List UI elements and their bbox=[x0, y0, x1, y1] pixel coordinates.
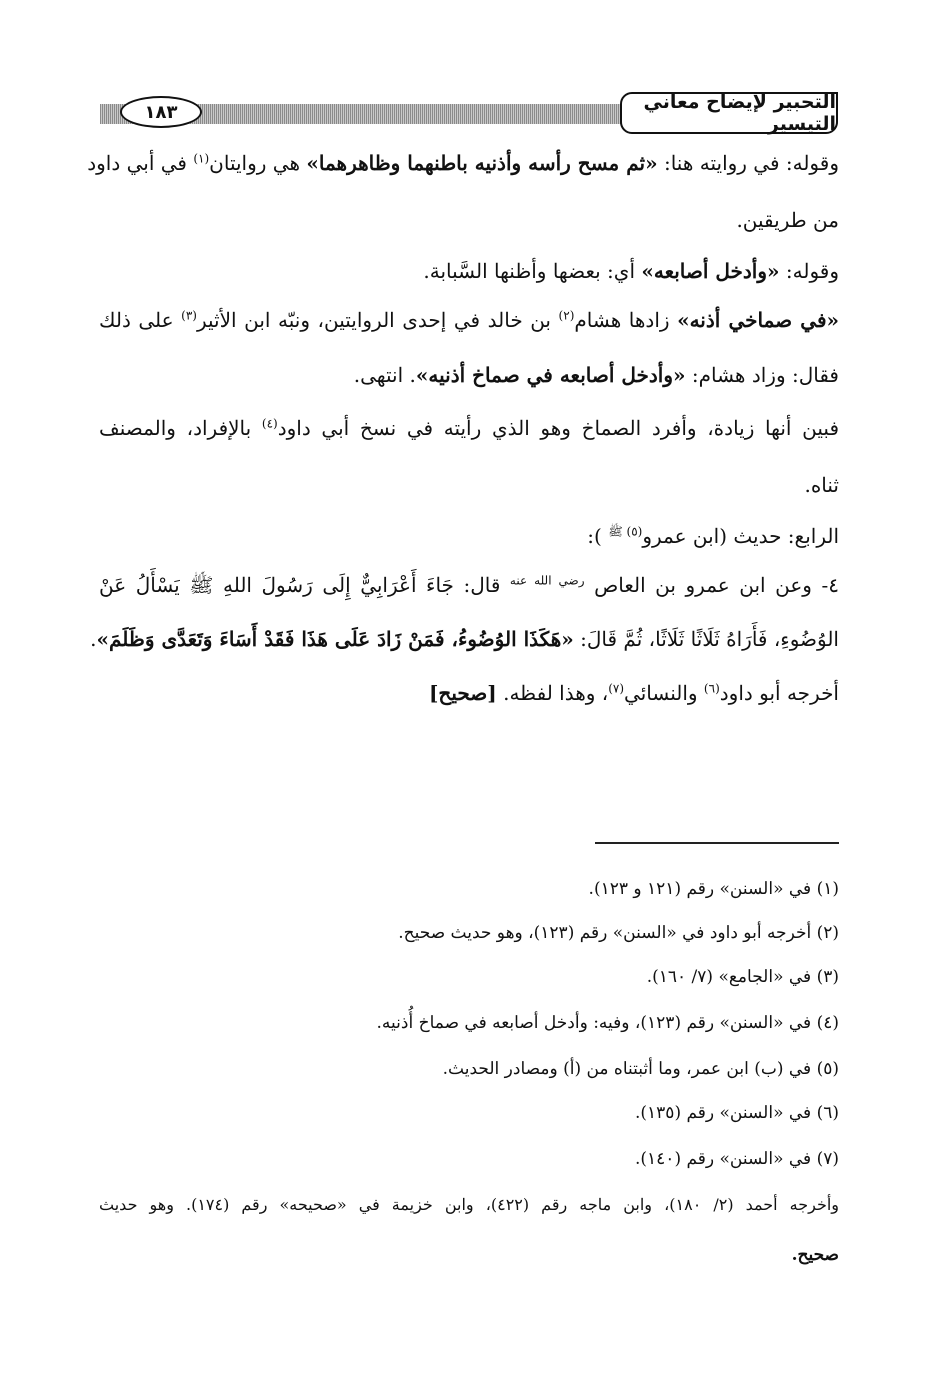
footnote-ref: (٤) bbox=[261, 416, 278, 431]
hadith-line-1: ٤- وعن ابن عمرو بن العاص $^{رضي الله عنه}$ قال: جَاءَ أَعْرَابِيٌّ إِلَى رَسُولَ اللهِ ﷺ يَسْأَلُ عَنْ bbox=[99, 573, 840, 597]
body-line-5: فقال: وزاد هشام: «وأدخل أصابعه في صماخ أذنيه». انتهى. bbox=[353, 363, 839, 387]
footnote-4: (٤) في «السنن» رقم (١٢٣)، وفيه: وأدخل أصابعه في صماخ أُذنيه. bbox=[376, 1013, 839, 1033]
footnote-7: (٧) في «السنن» رقم (١٤٠). bbox=[634, 1149, 839, 1169]
footnote-ref: (٥) bbox=[626, 524, 643, 539]
footnote-ref: (٢) bbox=[558, 308, 575, 323]
page-number: ١٨٣ bbox=[120, 96, 202, 128]
hadith-line-2: الوُضُوءِ، فَأَرَاهُ ثَلَاثًا ثَلَاثًا، ثُمَّ قَالَ: «هَكَذَا الوُضُوءُ، فَمَنْ زَادَ عَلَى هَذَا فَقَدْ أَسَاءَ وَتَعَدَّى وَظَلَمَ». bbox=[90, 627, 839, 651]
footnote-ref: (١) bbox=[193, 151, 210, 166]
footnote-separator bbox=[595, 842, 839, 844]
honorific-glyph: رضي الله عنه bbox=[509, 573, 585, 588]
footnote-ref: (٣) bbox=[181, 308, 197, 323]
grading-badge: [صحيح] bbox=[428, 681, 497, 705]
body-line-1: وقوله: في روايته هنا: «ثم مسح رأسه وأذنيه باطنهما وظاهرهما» هي روايتان$^{(١)}$ في أبي داود bbox=[87, 151, 839, 175]
footnote-ref: (٦) bbox=[703, 681, 720, 696]
footnote-1: (١) في «السنن» رقم (١٢١ و ١٢٣). bbox=[588, 879, 839, 899]
honorific-glyph: ﷺ bbox=[608, 524, 627, 539]
extra-note-line-2: صحيح. bbox=[791, 1245, 839, 1265]
footnote-2: (٢) أخرجه أبو داود في «السنن» رقم (١٢٣)، وهو حديث صحيح. bbox=[398, 923, 839, 943]
body-line-7: ثناه. bbox=[804, 473, 839, 497]
body-line-3: وقوله: «وأدخل أصابعه» أي: بعضها وأظنها السَّبابة. bbox=[423, 259, 839, 283]
body-line-4: «في صماخي أذنه» زادها هشام$^{(٢)}$ بن خالد في إحدى الروايتين، ونبّه ابن الأثير$^{(٣)}$ على ذلك bbox=[99, 308, 840, 332]
footnote-3: (٣) في «الجامع» (٧/ ١٦٠). bbox=[646, 967, 839, 987]
footnote-5: (٥) في (ب) ابن عمر، وما أثبتناه من (أ) ومصادر الحديث. bbox=[442, 1059, 839, 1079]
book-title: التحبير لإيضاح معاني التيسير bbox=[620, 92, 838, 134]
footnote-6: (٦) في «السنن» رقم (١٣٥). bbox=[634, 1103, 839, 1123]
page-header bbox=[100, 92, 838, 136]
body-line-6: فبين أنها زيادة، وأفرد الصماخ وهو الذي رأيته في نسخ أبي داود$^{(٤)}$ بالإفراد، والمصنف bbox=[99, 416, 840, 440]
body-line-2: من طريقين. bbox=[736, 208, 839, 232]
footnote-ref: (٧) bbox=[608, 681, 625, 696]
extra-note-line-1: وأخرجه أحمد (٢/ ١٨٠)، وابن ماجه رقم (٤٢٢)، وابن خزيمة في «صحيحه» رقم (١٧٤). وهو حديث bbox=[99, 1195, 840, 1214]
takhrij-line: أخرجه أبو داود$^{(٦)}$ والنسائي$^{(٧)}$، وهذا لفظه. [صحيح] bbox=[428, 681, 839, 705]
section-heading: الرابع: حديث (ابن عمرو$^{(٥)}$ $^ﷺ$ ): bbox=[587, 524, 839, 548]
